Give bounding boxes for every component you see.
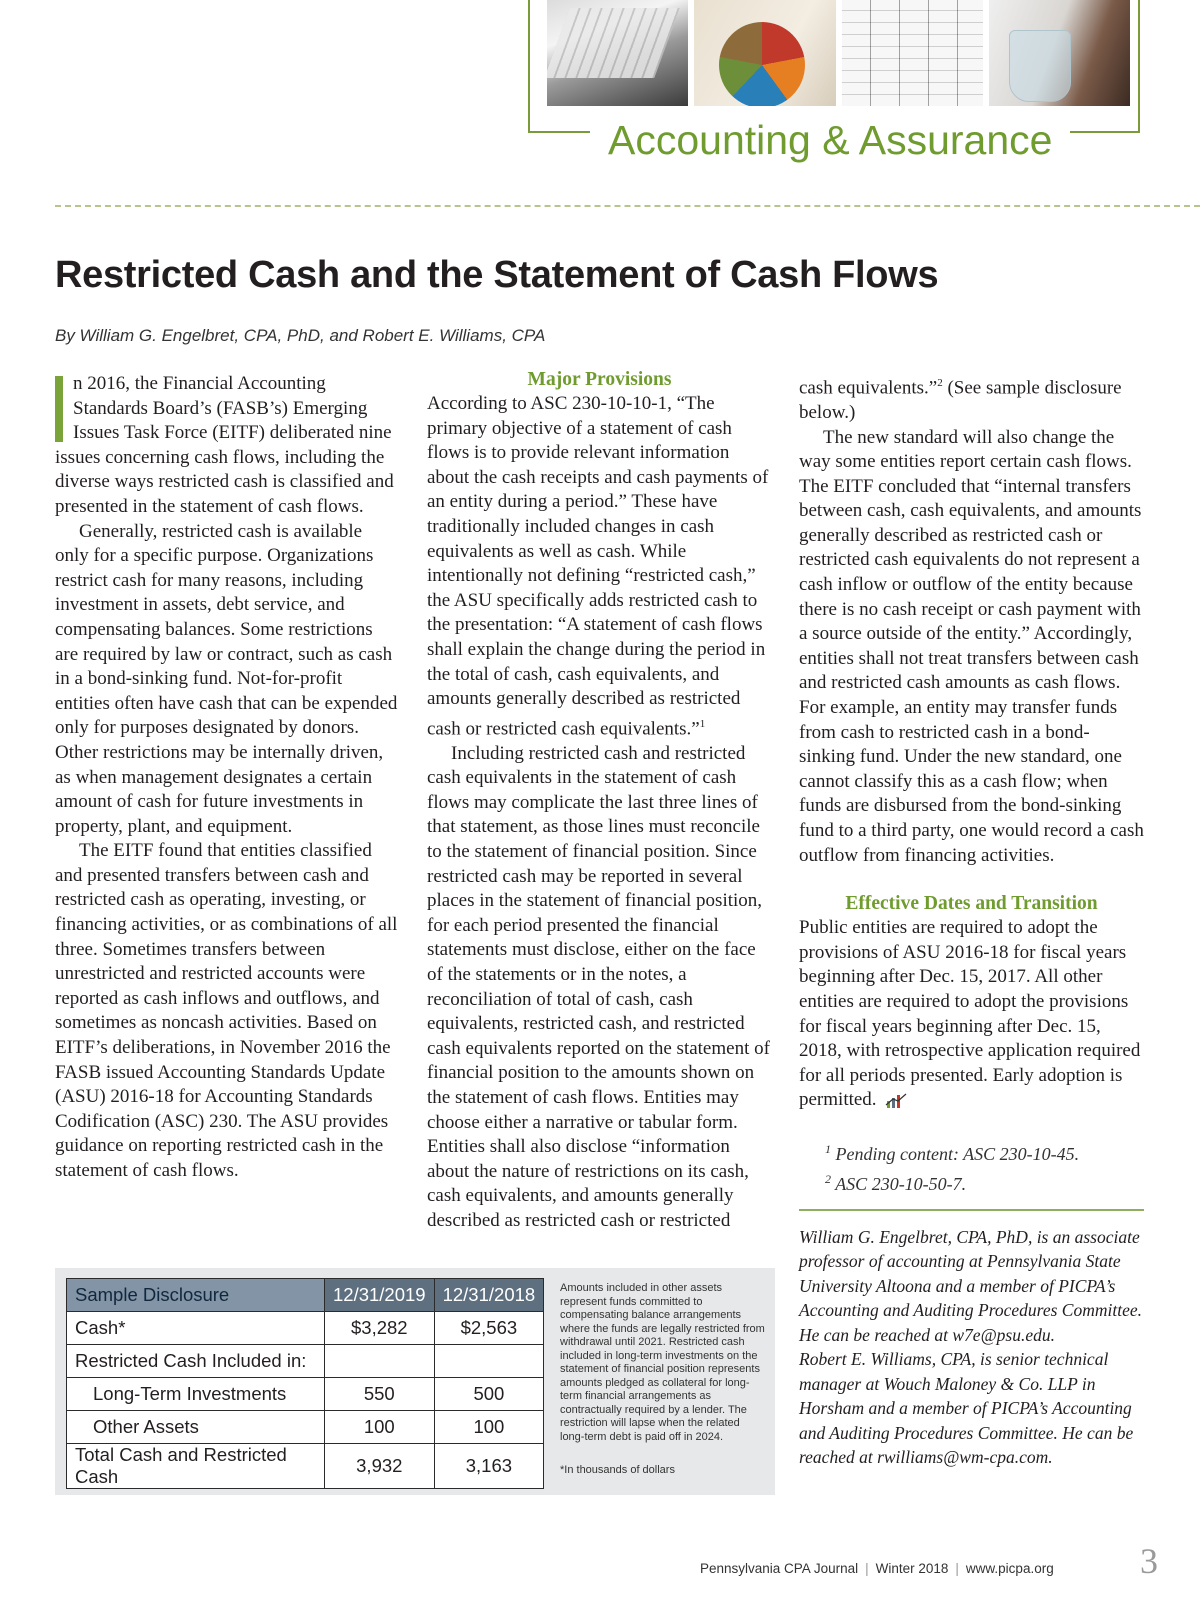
footer-separator: | xyxy=(865,1561,869,1576)
value-2019 xyxy=(325,1345,435,1378)
sample-disclosure-footnote: *In thousands of dollars xyxy=(560,1464,675,1476)
intro-paragraph xyxy=(55,372,400,520)
value-2018: 3,163 xyxy=(434,1444,544,1489)
article-title: Restricted Cash and the Statement of Cash Flows xyxy=(55,254,939,296)
row-label: Other Assets xyxy=(67,1411,325,1444)
column-1 xyxy=(55,372,400,1184)
value-2018: 500 xyxy=(434,1378,544,1411)
table-row xyxy=(67,1378,544,1411)
footnote-ref: 1 xyxy=(699,717,706,730)
table-row xyxy=(67,1345,544,1378)
body-paragraph: The new standard will also change the way some entities report certain cash flows. The EITF concluded that “internal transfers between cash, cash equivalents, and amounts generally described as restricted cash or restricted cash equivalents do not represent a cash inflow or outflow of the entity because there is no cash receipt or cash payment with a source outside of the entity.” Accordingly, entities shall not treat transfers between cash and restricted cash amounts as cash flows. For example, an entity may transfer funds from cash to restricted cash in a bond-sinking fund. Under the new standard, one cannot classify this as a cash flow; when funds are disbursed from the bond-sinking fund to a third party, one would record a cash outflow from financing activities. xyxy=(799,426,1144,866)
table-header-cell: Sample Disclosure xyxy=(67,1279,325,1312)
body-text: Public entities are required to adopt the provisions of ASU 2016-18 for fiscal years beginning after Dec. 15, 2017. All other entities are required to adopt the provisions for fiscal years beginning after Dec. 15, 2018, with retrospective application required for all periods presented. Early adoption is permitted. xyxy=(799,917,1141,1111)
issue-label: Winter 2018 xyxy=(875,1561,949,1576)
footnote-2: $^2$ ASC 230-10-50-7. xyxy=(825,1171,967,1194)
row-label: Cash* xyxy=(67,1312,325,1345)
value-2019: $3,282 xyxy=(325,1312,435,1345)
journal-name: Pennsylvania CPA Journal xyxy=(700,1561,859,1576)
sample-disclosure-note: Amounts included in other assets represent funds committed to compensating balance arrangements where the funds are legally restricted from withdrawal until 2021. Restricted cash included in long-term investments on the statement of financial position represents amounts pledged as collateral for long-term financial arrangements as contractually required by a lender. The restriction will lapse when the related long-term debt is paid off in 2024. xyxy=(560,1282,765,1443)
body-paragraph: The EITF found that entities classified and presented transfers between cash and restricted cash as operating, investing, or financing activities, or as combinations of all three. Sometimes transfers between unrestricted and restricted accounts were reported as cash inflows and outflows, and sometimes as noncash activities. Based on EITF’s deliberations, in November 2016 the FASB issued Accounting Standards Update (ASU) 2016-18 for Accounting Standards Codification (ASC) 230. The ASU provides guidance on reporting restricted cash in the statement of cash flows. xyxy=(55,840,398,1181)
body-paragraph: Including restricted cash and restricted cash equivalents in the statement of cash flows may complicate the last three lines of that statement, as those lines must reconcile to the statement of financial position. Since restricted cash may be reported in several places in the statement of financial position, for each period presented the financial statements must disclose, either on the face of the statements or in the notes, a reconciliation of total of cash, cash equivalents, restricted cash, and restricted cash equivalents reported on the statement of financial position to the amounts shown on the statement of cash flows. Entities may choose either a narrative or tabular form. Entities shall also disclose “information about the nature of restrictions on its cash, cash equivalents, and amounts generally described as restricted cash or restricted xyxy=(427,742,770,1231)
value-2019: 100 xyxy=(325,1411,435,1444)
byline: By William G. Engelbret, CPA, PhD, and Robert E. Williams, CPA xyxy=(55,326,546,345)
body-text: cash equivalents.” xyxy=(799,377,938,399)
body-paragraph xyxy=(427,392,772,742)
author-bio: Robert E. Williams, CPA, is senior technical manager at Wouch Maloney & Co. LLP in Horsham and a member of PICPA’s Accounting and Auditing Procedures Committee. He can be reached at rwilliams@wm-cpa.com. xyxy=(799,1349,1134,1468)
intro-text: n 2016, the Financial Accounting Standards Board’s (FASB’s) Emerging Issues Task Force (EITF) deliberated nine issues concerning cash flows, including the diverse ways restricted cash is classified and presented in the statement of cash flows. xyxy=(55,373,394,517)
value-2019: 3,932 xyxy=(325,1444,435,1489)
dropcap-i-bar xyxy=(55,376,63,442)
value-2019: 550 xyxy=(325,1378,435,1411)
table-row xyxy=(67,1312,544,1345)
header-frame xyxy=(528,0,1140,133)
footer-separator: | xyxy=(955,1561,959,1576)
footnote-ref: 2 xyxy=(937,377,943,389)
bio-divider xyxy=(799,1209,1144,1211)
column-2 xyxy=(427,369,772,1234)
value-2018: $2,563 xyxy=(434,1312,544,1345)
footnote-1: $^1$ Pending content: ASC 230-10-45. xyxy=(825,1141,1080,1164)
row-label: Restricted Cash Included in: xyxy=(67,1345,325,1378)
body-text: According to ASC 230-10-10-1, “The primary objective of a statement of cash flows is to provide relevant information about the cash receipts and cash payments of an entity during a period.” These have traditionally included changes in cash equivalents as well as cash. While intentionally not defining “restricted cash,” the ASU specifically adds restricted cash to the presentation: “A statement of cash flows shall explain the change during the period in the total of cash, cash equivalents, and amounts generally described as restricted cash or restricted cash equivalents.” xyxy=(427,393,769,740)
website-link[interactable]: www.picpa.org xyxy=(965,1561,1054,1576)
page-number: 3 xyxy=(1140,1541,1158,1581)
sample-disclosure-box xyxy=(55,1268,775,1495)
section-label: Accounting & Assurance xyxy=(590,115,1070,165)
row-label: Total Cash and Restricted Cash xyxy=(67,1444,325,1489)
body-text: (See sample disclosure below.) xyxy=(799,377,1122,423)
subhead-major-provisions: Major Provisions xyxy=(527,369,672,390)
table-row xyxy=(67,1411,544,1444)
row-label: Long-Term Investments xyxy=(67,1378,325,1411)
footnotes xyxy=(799,1137,1144,1197)
table-row xyxy=(67,1444,544,1489)
page-footer xyxy=(700,1561,1054,1576)
body-paragraph xyxy=(799,371,1144,426)
dashed-divider xyxy=(55,205,1200,207)
table-header-row xyxy=(67,1279,544,1312)
author-bio: William G. Engelbret, CPA, PhD, is an associate professor of accounting at Pennsylvania State University Altoona and a member of PICPA’s Accounting and Auditing Procedures Committee. He can be reached at w7e@psu.edu. xyxy=(799,1226,1142,1345)
body-paragraph xyxy=(799,916,1144,1113)
body-paragraph: Generally, restricted cash is available only for a specific purpose. Organizations restrict cash for many reasons, including investment in assets, debt service, and compensating balances. Some restrictions are required by law or contract, such as cash in a bond-sinking fund. Not-for-profit entities often have cash that can be expended only for purposes designated by donors. Other restrictions may be internally driven, as when management designates a certain amount of cash for future investments in property, plant, and equipment. xyxy=(55,520,398,837)
value-2018 xyxy=(434,1345,544,1378)
table-header-cell: 12/31/2019 xyxy=(325,1279,435,1312)
subhead-effective-dates: Effective Dates and Transition xyxy=(845,893,1098,915)
column-3 xyxy=(799,378,1144,1470)
end-mark-icon xyxy=(885,1093,907,1109)
value-2018: 100 xyxy=(434,1411,544,1444)
table-header-cell: 12/31/2018 xyxy=(434,1279,544,1312)
sample-disclosure-table xyxy=(66,1278,544,1489)
